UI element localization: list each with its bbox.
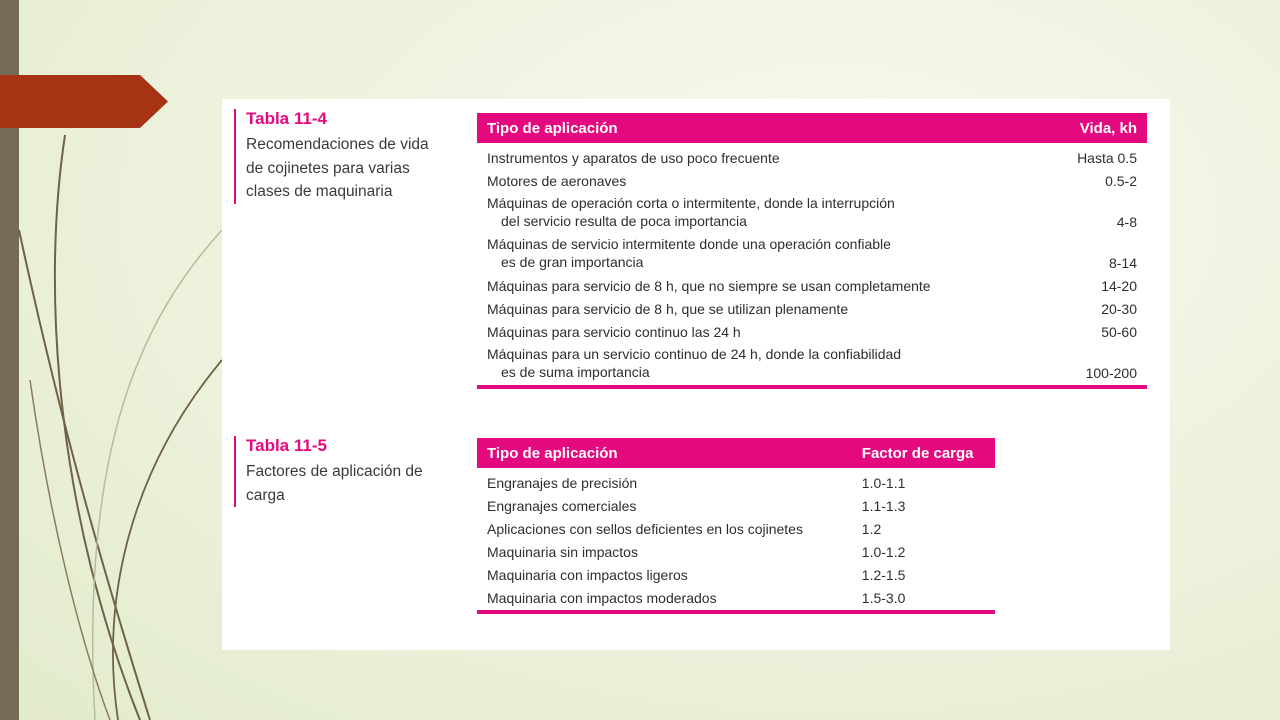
table1-cell-application: Máquinas para servicio continuo las 24 h [487,324,741,340]
table1-header-life: Vida, kh [1048,113,1147,143]
table2-cell-factor: 1.2 [861,521,882,537]
table2-cell-application: Engranajes de precisión [487,475,638,491]
table2-cell-application: Maquinaria con impactos ligeros [487,567,688,583]
table2-cell-factor: 1.0-1.2 [861,544,906,560]
table2-cell-application: Aplicaciones con sellos deficientes en los cojinetes [487,521,803,537]
table-row [477,537,995,560]
table1-cell-application: Máquinas para servicio de 8 h, que no siempre se usan completamente [487,278,931,294]
table2-cell-application: Engranajes comerciales [487,498,637,514]
table2-cell-application: Maquinaria sin impactos [487,544,638,560]
table1-cell-application: Instrumentos y aparatos de uso poco frecuente [487,150,780,166]
table2-cell-application: Maquinaria con impactos moderados [477,583,840,612]
table1-cell-application: Máquinas de servicio intermitente donde una operación confiable es de gran importancia [487,236,891,270]
table2-description: Factores de aplicación de carga [246,463,423,504]
table1-bearing-life [477,113,1147,389]
table1-cell-life: 50-60 [1101,324,1137,340]
content-card [222,99,1170,650]
table2-cell-factor: 1.0-1.1 [861,475,906,491]
table2-cell-factor: 1.5-3.0 [840,583,995,612]
title-arrow-tab [0,75,168,128]
table1-cell-application: Máquinas para servicio de 8 h, que se utilizan plenamente [487,301,849,317]
table2-label: Tabla 11-5 [246,436,327,455]
table-row [477,560,995,583]
table1-cell-life: 8-14 [1108,255,1137,271]
table-row [477,583,995,612]
table2-cell-factor: 1.1-1.3 [861,498,906,514]
table-row [477,230,1147,271]
table1-cell-life: 14-20 [1101,278,1137,294]
table2-header-factor: Factor de carga [840,438,995,468]
table1-cell-application: Motores de aeronaves [487,173,627,189]
table1-cell-application: Máquinas para un servicio continuo de 24 h, donde la confiabilidad es de suma importancia [477,340,1048,387]
table-row [477,143,1147,166]
table-row [477,189,1147,230]
table1-label: Tabla 11-4 [246,109,327,128]
table1-cell-life: 0.5-2 [1105,173,1137,189]
table1-description: Recomendaciones de vida de cojinetes para varias clases de maquinaria [246,136,429,200]
table-row [477,294,1147,317]
table-row [477,271,1147,294]
table2-load-factors [477,438,995,614]
table1-cell-life: 20-30 [1101,301,1137,317]
table1-header-row [477,113,1147,143]
table1-header-application: Tipo de aplicación [477,113,1048,143]
table1-caption [234,109,436,204]
table1-cell-life: Hasta 0.5 [1077,150,1137,166]
table2-header-application: Tipo de aplicación [477,438,840,468]
table-row [477,491,995,514]
table2-header-row [477,438,995,468]
table1-cell-life: 100-200 [1048,340,1147,387]
table-row [477,514,995,537]
table1-cell-application: Máquinas de operación corta o intermitente, donde la interrupción del servicio resulta de poca importancia [487,195,895,229]
table1-cell-life: 4-8 [1116,214,1137,230]
table-row [477,468,995,491]
table-row [477,340,1147,387]
table2-cell-factor: 1.2-1.5 [861,567,906,583]
table-row [477,166,1147,189]
table2-caption [234,436,436,507]
table-row [477,317,1147,340]
